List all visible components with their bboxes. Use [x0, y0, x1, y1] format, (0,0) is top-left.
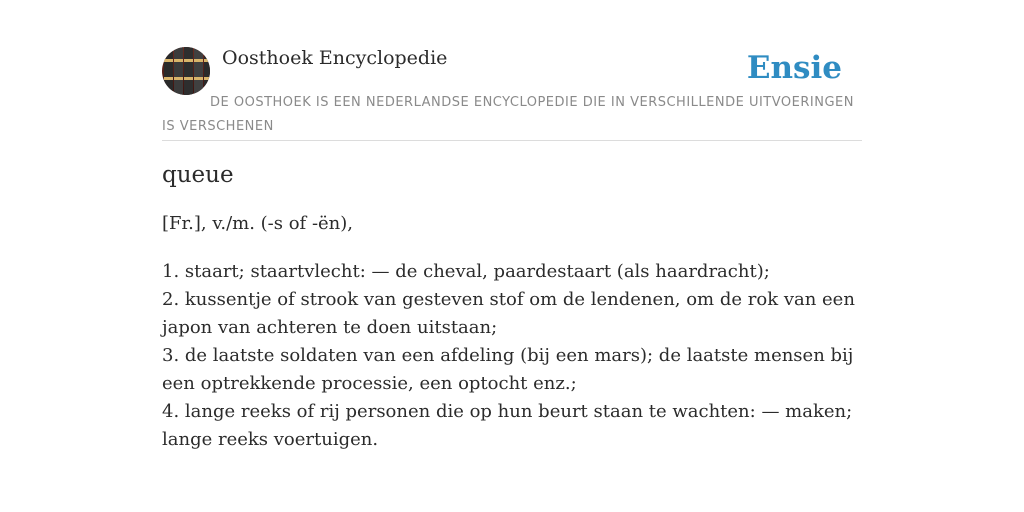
book-spine: [204, 47, 210, 95]
site-title[interactable]: Oosthoek Encyclopedie: [222, 47, 448, 69]
site-tagline: DE OOSTHOEK IS EEN NEDERLANDSE ENCYCLOPEDIE DIE IN VERSCHILLENDE UITVOERINGEN IS VERSCHENEN: [162, 95, 854, 134]
definition-item: 4. lange reeks of rij personen die op hun beurt staan te wachten: — maken; lange reeks voertuigen.: [162, 401, 853, 450]
book-spine: [174, 47, 183, 95]
entry-content: [162, 162, 862, 454]
definition-item: 1. staart; staartvlecht: — de cheval, paardestaart (als haardracht);: [162, 261, 770, 282]
definition-list: [162, 258, 862, 454]
entry-grammar: [Fr.], v./m. (-s of -ën),: [162, 213, 354, 234]
book-spine: [184, 47, 193, 95]
book-spine: [194, 47, 203, 95]
brand-logo-ensie[interactable]: Ensie: [746, 50, 842, 86]
encyclopedia-books-avatar[interactable]: [162, 47, 210, 95]
site-header: [162, 47, 862, 141]
book-spine: [164, 47, 173, 95]
entry-term: queue: [162, 162, 234, 188]
definition-item: 2. kussentje of strook van gesteven stof om de lendenen, om de rok van een japon van achteren te doen uitstaan;: [162, 289, 855, 338]
definition-item: 3. de laatste soldaten van een afdeling (bij een mars); de laatste mensen bij een optrekkende processie, een optocht enz.;: [162, 345, 854, 394]
